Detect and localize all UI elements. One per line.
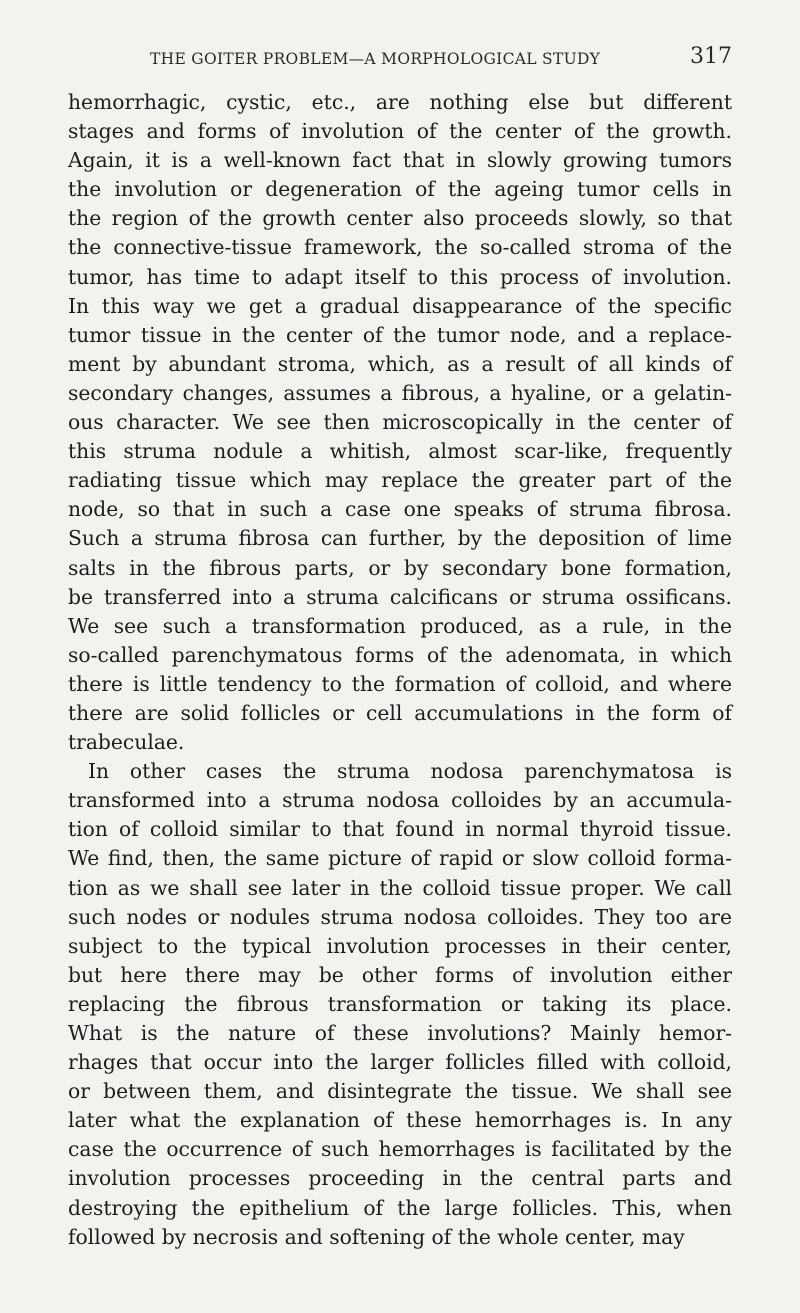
- paragraph-2: [68, 757, 732, 1252]
- text-line: involution processes proceeding in the central parts and: [68, 1166, 732, 1191]
- text-line: radiating tissue which may replace the greater part of the: [68, 468, 732, 493]
- text-line: tion as we shall see later in the colloid tissue proper. We call: [68, 875, 732, 900]
- text-line: Such a struma fibrosa can further, by the deposition of lime: [68, 526, 732, 551]
- paragraph-1: [68, 88, 732, 757]
- page-number: 317: [690, 44, 732, 69]
- text-line: What is the nature of these involutions? Mainly hemor-: [68, 1021, 732, 1045]
- text-line: transformed into a struma nodosa colloides by an accumula-: [68, 788, 732, 813]
- text-line: rhages that occur into the larger follicles filled with colloid,: [68, 1050, 732, 1075]
- text-line: tumor tissue in the center of the tumor node, and a replace-: [68, 322, 732, 347]
- text-line: or between them, and disintegrate the tissue. We shall see: [68, 1079, 732, 1104]
- text-line: In other cases the struma nodosa parenchymatosa is: [88, 759, 732, 784]
- text-line: the region of the growth center also proceeds slowly, so that: [68, 206, 732, 231]
- text-line: be transferred into a struma calcificans or struma ossificans.: [68, 584, 732, 609]
- text-line: the connective-tissue framework, the so-called stroma of the: [68, 235, 732, 260]
- text-line: trabeculae.: [68, 730, 185, 755]
- text-line: so-called parenchymatous forms of the adenomata, in which: [68, 642, 732, 667]
- text-line: this struma nodule a whitish, almost scar-like, frequently: [68, 439, 732, 464]
- text-line: there are solid follicles or cell accumulations in the form of: [68, 700, 732, 725]
- text-line: We see such a transformation produced, as a rule, in the: [68, 613, 732, 638]
- text-line: subject to the typical involution processes in their center,: [68, 933, 732, 958]
- text-line: tion of colloid similar to that found in normal thyroid tissue.: [68, 817, 732, 842]
- text-line: followed by necrosis and softening of the whole center, may: [68, 1224, 685, 1249]
- text-line: ment by abundant stroma, which, as a result of all kinds of: [68, 351, 732, 376]
- text-line: Again, it is a well-known fact that in slowly growing tumors: [68, 148, 732, 173]
- text-line: salts in the fibrous parts, or by secondary bone formation,: [68, 555, 732, 580]
- text-line: hemorrhagic, cystic, etc., are nothing else but different: [68, 90, 732, 114]
- text-line: tumor, has time to adapt itself to this process of involution.: [68, 264, 732, 289]
- text-line: stages and forms of involution of the center of the growth.: [68, 119, 732, 144]
- text-line: ous character. We see then microscopically in the center of: [68, 410, 732, 435]
- text-line: but here there may be other forms of involution either: [68, 962, 732, 987]
- running-head: [68, 44, 732, 74]
- body-text: [68, 88, 732, 1252]
- text-line: node, so that in such a case one speaks of struma fibrosa.: [68, 497, 732, 522]
- text-line: destroying the epithelium of the large follicles. This, when: [68, 1195, 732, 1220]
- text-line: secondary changes, assumes a fibrous, a hyaline, or a gelatin-: [68, 380, 732, 405]
- text-line: the involution or degeneration of the ageing tumor cells in: [68, 177, 732, 202]
- text-line: replacing the fibrous transformation or taking its place.: [68, 991, 732, 1016]
- text-line: later what the explanation of these hemorrhages is. In any: [68, 1108, 732, 1133]
- text-line: such nodes or nodules struma nodosa colloides. They too are: [68, 904, 732, 929]
- text-line: there is little tendency to the formation of colloid, and where: [68, 671, 732, 696]
- text-line: In this way we get a gradual disappearance of the specific: [68, 293, 732, 318]
- text-line: We find, then, the same picture of rapid or slow colloid forma-: [68, 846, 732, 871]
- text-line: case the occurrence of such hemorrhages is facilitated by the: [68, 1137, 732, 1162]
- running-title: THE GOITER PROBLEM—A MORPHOLOGICAL STUDY: [150, 50, 601, 68]
